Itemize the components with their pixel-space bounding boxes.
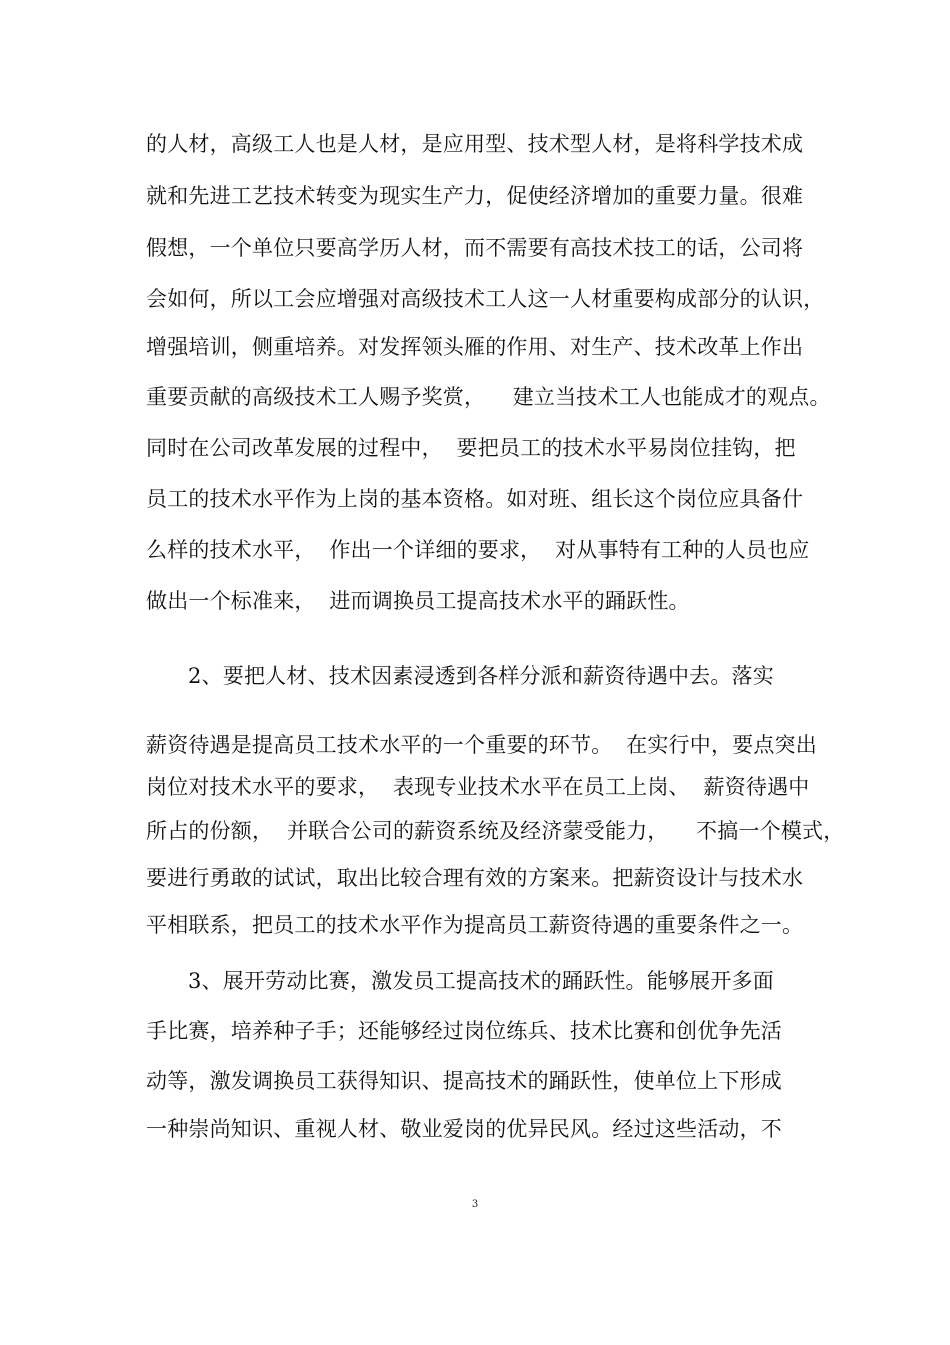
text-line: 增强培训，侧重培养。对发挥领头雁的作用、对生产、技术改革上作出	[146, 335, 804, 359]
page-number: 3	[471, 1199, 479, 1210]
paragraph-heading: 2、要把人材、技术因素浸透到各样分派和薪资待遇中去。落实	[188, 664, 774, 688]
text-line: 要进行勇敢的试试，取出比较合理有效的方案来。把薪资设计与技术水	[146, 866, 804, 890]
text-line: 员工的技术水平作为上岗的基本资格。如对班、组长这个岗位应具备什	[146, 487, 804, 511]
text-line: 么样的技术水平， 作出一个详细的要求， 对从事特有工种的人员也应	[146, 538, 810, 562]
text-line: 重要贡献的高级技术工人赐予奖赏， 建立当技术工人也能成才的观点。	[146, 385, 831, 409]
text-line: 平相联系，把员工的技术水平作为提高员工薪资待遇的重要条件之一。	[146, 913, 804, 937]
text-line: 同时在公司改革发展的过程中， 要把员工的技术水平易岗位挂钩，把	[146, 436, 796, 460]
text-line: 动等，激发调换员工获得知识、提高技术的踊跃性，使单位上下形成	[146, 1069, 782, 1093]
text-line: 手比赛，培养种子手；还能够经过岗位练兵、技术比赛和创优争先活	[146, 1019, 782, 1043]
text-line: 一种崇尚知识、重视人材、敬业爱岗的优异民风。经过这些活动，不	[146, 1117, 782, 1141]
text-line: 岗位对技术水平的要求， 表现专业技术水平在员工上岗、 薪资待遇中	[146, 775, 810, 799]
paragraph-heading: 3、展开劳动比赛，激发员工提高技术的踊跃性。能够展开多面	[188, 969, 774, 993]
text-line: 假想，一个单位只要高学历人材，而不需要有高技术技工的话，公司将	[146, 236, 804, 260]
text-line: 的人材，高级工人也是人材，是应用型、技术型人材，是将科学技术成	[146, 132, 804, 156]
text-line: 做出一个标准来， 进而调换员工提高技术水平的踊跃性。	[146, 589, 690, 613]
text-line: 薪资待遇是提高员工技术水平的一个重要的环节。 在实行中，要点突出	[146, 733, 817, 757]
text-line: 就和先进工艺技术转变为现实生产力，促使经济增加的重要力量。很难	[146, 184, 804, 208]
text-line: 会如何，所以工会应增强对高级技术工人这一人材重要构成部分的认识，	[146, 287, 825, 311]
text-line: 所占的份额， 并联合公司的薪资系统及经济蒙受能力， 不搞一个模式，	[146, 819, 845, 843]
